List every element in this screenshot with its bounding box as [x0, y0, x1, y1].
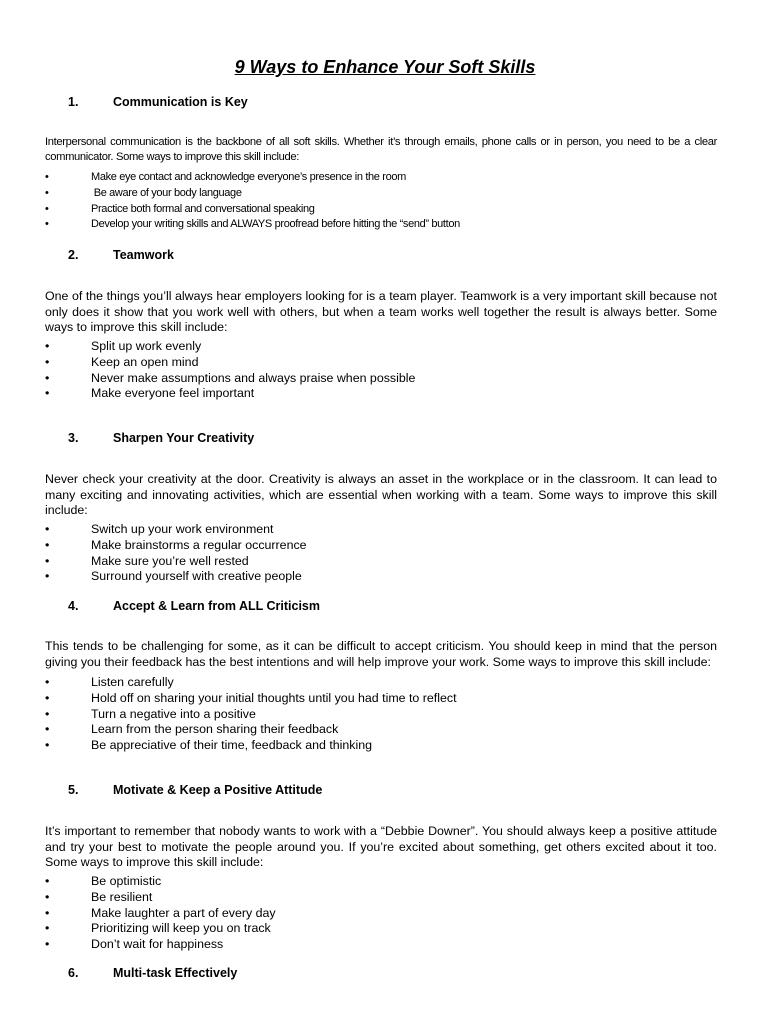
section-title: Accept & Learn from ALL Criticism — [113, 599, 320, 613]
bullet-icon: • — [45, 339, 50, 353]
section-paragraph-2: One of the things you’ll always hear employers looking for is a team player. Teamwork is a very important skill because not only does it show that you work well with others, but when a team works well together the result is always better. Some ways to improve this skill include: — [45, 289, 717, 334]
section-number: 4. — [68, 599, 79, 613]
bullet-icon: • — [45, 537, 50, 552]
bullet-icon: • — [45, 218, 49, 231]
document-page: 9 Ways to Enhance Your Soft Skills 1. Communication is Key Interpersonal communication is the backbone of all soft skills. Whether it’s through emails, phone calls or in person, you need to be a clear communicator. Some ways to improve this skill include: • Make eye contact and acknowledge everyone’s presence in the room • Be aware of your body language • Practice both formal and conversational speaking • Develop your writing skills and ALWAYS proofread before hitting the “send” button 2. Teamwork One of the things you’ll always hear employers looking for is a team player. Teamwork is a very important skill because not only does it show that you work well with others, but when a team works well together the result is always better. Some ways to improve this skill include: • Split up work evenly • Keep an open mind • Never make assumptions and always praise when possible • Make everyone feel important 3. Sharpen Your Creativity Never check your creativity at the door. Creativity is always an asset in the workplace or in the classroom. It can lead to many exciting and innovating activities, which are essential when working with a team. Some ways to improve this skill include: • Switch up your work environment • Make brainstorms a regular occurrence • Make sure you’re well rested • Surround yourself with creative people 4. Accept & Learn from ALL Criticism This tends to be challenging for some, as it can be difficult to accept criticism. You should keep in mind that the person giving you their feedback has the best intentions and will help improve your work. Some ways to improve this skill include: • Listen carefully • Hold off on sharing your initial thoughts until you had time to reflect • Turn a negative into a positive • Learn from the person sharing their feedback • Be appreciative of their time, feedback and thinking 5. Motivate & Keep a Positive Attitude It’s important to remember that nobody wants to work with a “Debbie Downer”. You should always keep a positive attitude and try your best to motivate the people around you. If you’re excited about something, get others excited about it too. Some ways to improve this skill include: • Be optimistic • Be resilient • Make laughter a part of every day • Prioritizing will keep you on track • Don’t wait for happiness 6. Multi-task Effectively — [0, 0, 770, 1024]
section-number: 3. — [68, 431, 79, 445]
bullet-icon: • — [45, 569, 50, 584]
section-paragraph-3: Never check your creativity at the door. Creativity is always an asset in the workplace or in the classroom. It can lead to many exciting and innovating activities, which are essential when working with a team. Some ways to improve this skill include: — [45, 472, 717, 517]
document-title: 9 Ways to Enhance Your Soft Skills — [234, 57, 536, 77]
section-paragraph-1: Interpersonal communication is the backbone of all soft skills. Whether it’s through emails, phone calls or in person, you need to be a clear communicator. Some ways to improve this skill include: — [45, 136, 717, 163]
bullet-icon: • — [45, 675, 50, 689]
section-title: Sharpen Your Creativity — [113, 431, 255, 445]
section-number: 5. — [68, 783, 79, 797]
section-number: 2. — [68, 248, 79, 262]
bullet-icon: • — [45, 202, 49, 215]
bullet-icon: • — [45, 186, 49, 199]
bullet-icon: • — [45, 722, 50, 737]
bullet-icon: • — [45, 889, 50, 904]
bullet-icon: • — [45, 921, 50, 936]
bullet-icon: • — [45, 354, 50, 369]
section-paragraph-5: It’s important to remember that nobody wants to work with a “Debbie Downer”. You should always keep a positive attitude and try your best to motivate the people around you. If you’re excited about something, get others excited about it too. Some ways to improve this skill include: — [45, 824, 717, 869]
bullet-icon: • — [45, 738, 50, 753]
bullet-icon: • — [45, 905, 50, 920]
bullet-icon: • — [45, 874, 50, 888]
section-title: Communication is Key — [113, 95, 248, 109]
bullet-icon: • — [45, 386, 50, 401]
section-number: 1. — [68, 95, 79, 109]
section-title: Motivate & Keep a Positive Attitude — [113, 783, 323, 797]
section-title: Teamwork — [113, 248, 174, 262]
bullet-icon: • — [45, 690, 50, 705]
bullet-icon: • — [45, 370, 50, 385]
bullet-icon: • — [45, 522, 50, 536]
bullet-icon: • — [45, 171, 49, 183]
bullet-icon: • — [45, 553, 50, 568]
section-title: Multi-task Effectively — [113, 966, 238, 980]
bullet-icon: • — [45, 706, 50, 721]
section-paragraph-4: This tends to be challenging for some, as it can be difficult to accept criticism. You should keep in mind that the person giving you their feedback has the best intentions and will help improve your work. Some ways to improve this skill include: — [45, 639, 717, 669]
section-number: 6. — [68, 966, 79, 980]
bullet-icon: • — [45, 937, 50, 952]
